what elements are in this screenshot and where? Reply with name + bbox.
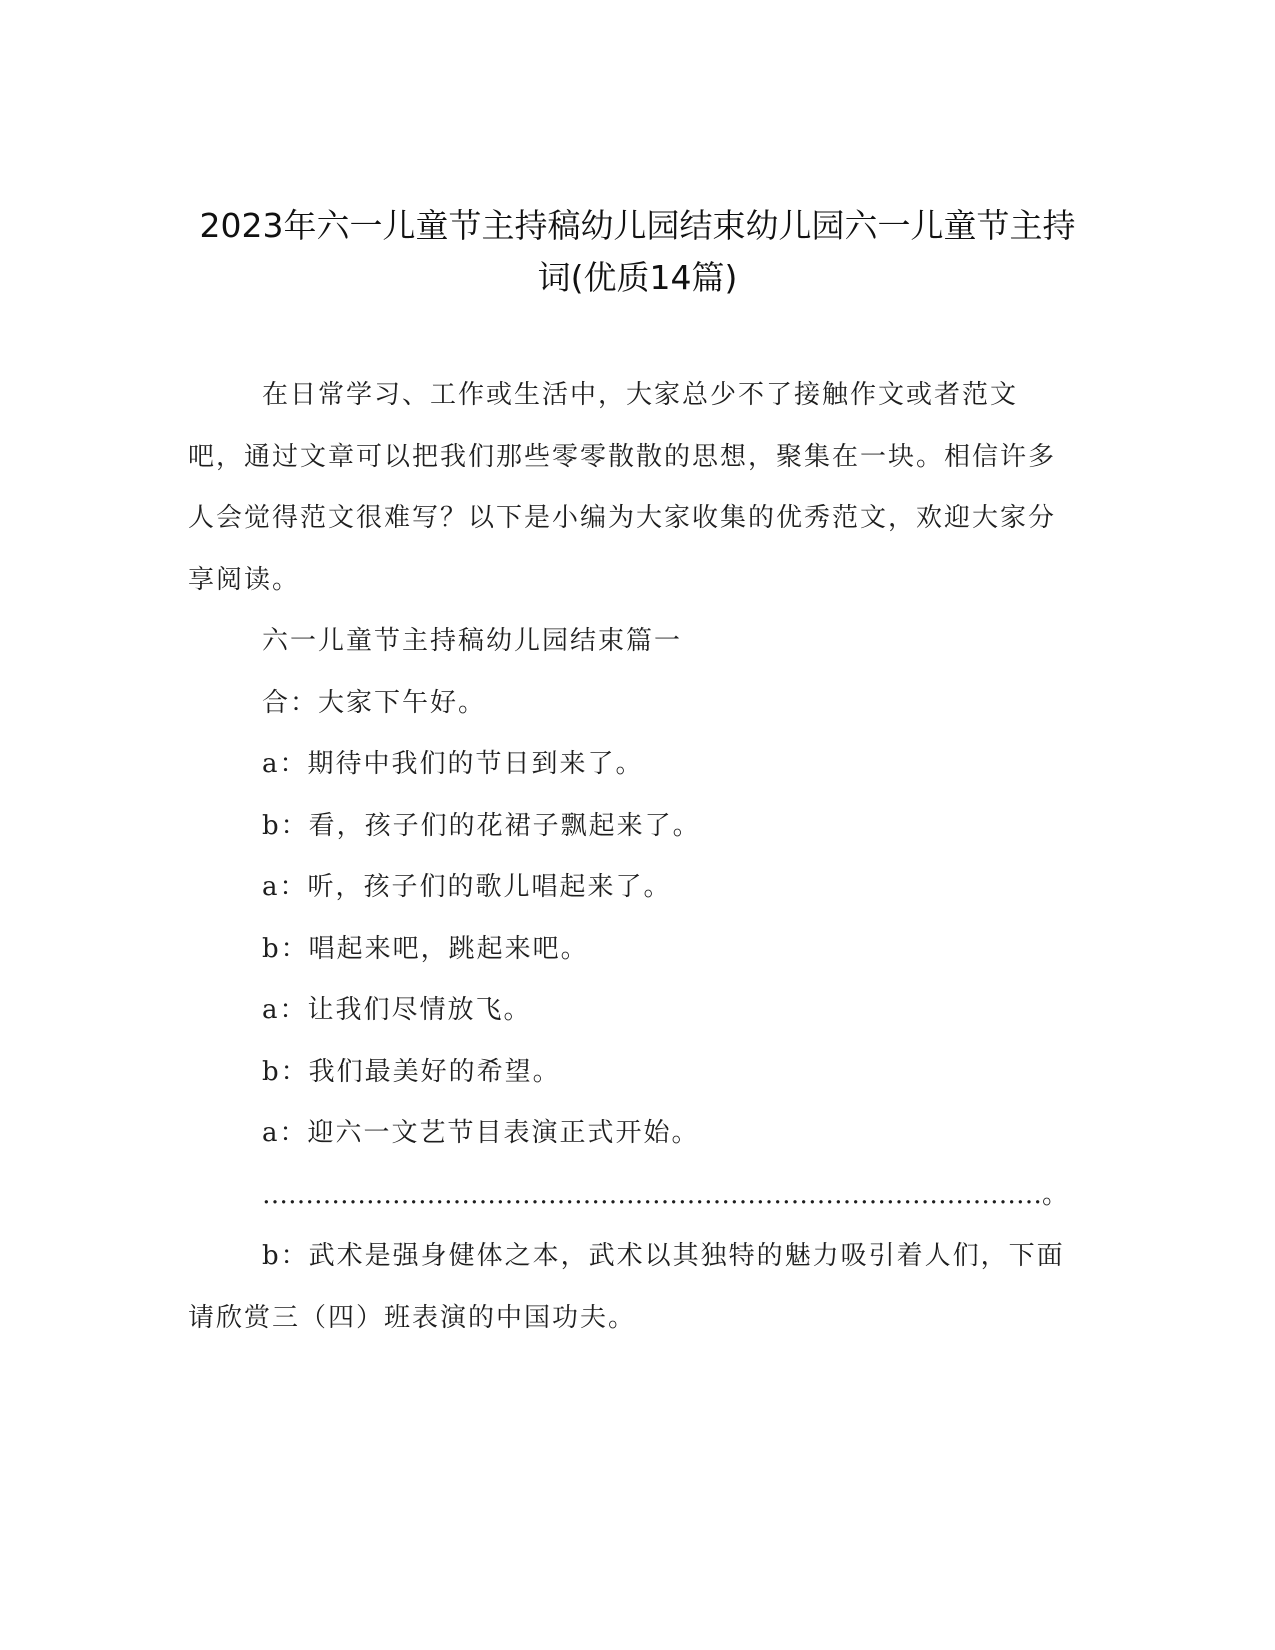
intro-paragraph: 在日常学习、工作或生活中，大家总少不了接触作文或者范文吧，通过文章可以把我们那些零零散散的思想，聚集在一块。相信许多人会觉得范文很难写？以下是小编为大家收集的优秀范文，欢迎大家分享阅读。 [188, 380, 1057, 595]
ellipsis-divider: ………………………………………………………………………………。 [262, 1179, 1068, 1210]
script-line: b：唱起来吧，跳起来吧。 [262, 933, 589, 964]
title-line-1: 2023年六一儿童节主持稿幼儿园结束幼儿园六一儿童节主持 [199, 206, 1076, 245]
document-body [188, 365, 1073, 1349]
document-title [170, 200, 1105, 304]
title-line-2: 词(优质14篇) [537, 258, 738, 297]
closing-paragraph: b：武术是强身健体之本，武术以其独特的魅力吸引着人们，下面请欣赏三（四）班表演的中国功夫。 [188, 1241, 1065, 1333]
script-line: a：期待中我们的节日到来了。 [262, 749, 644, 779]
section-heading: 六一儿童节主持稿幼儿园结束篇一 [262, 626, 683, 656]
script-line: a：听，孩子们的歌儿唱起来了。 [262, 872, 672, 902]
script-line: a：迎六一文艺节目表演正式开始。 [262, 1118, 700, 1148]
script-line: 合：大家下午好。 [262, 687, 487, 718]
script-line: b：看，孩子们的花裙子飘起来了。 [262, 810, 701, 841]
script-line: a：让我们尽情放飞。 [262, 995, 532, 1025]
script-line: b：我们最美好的希望。 [262, 1056, 561, 1087]
